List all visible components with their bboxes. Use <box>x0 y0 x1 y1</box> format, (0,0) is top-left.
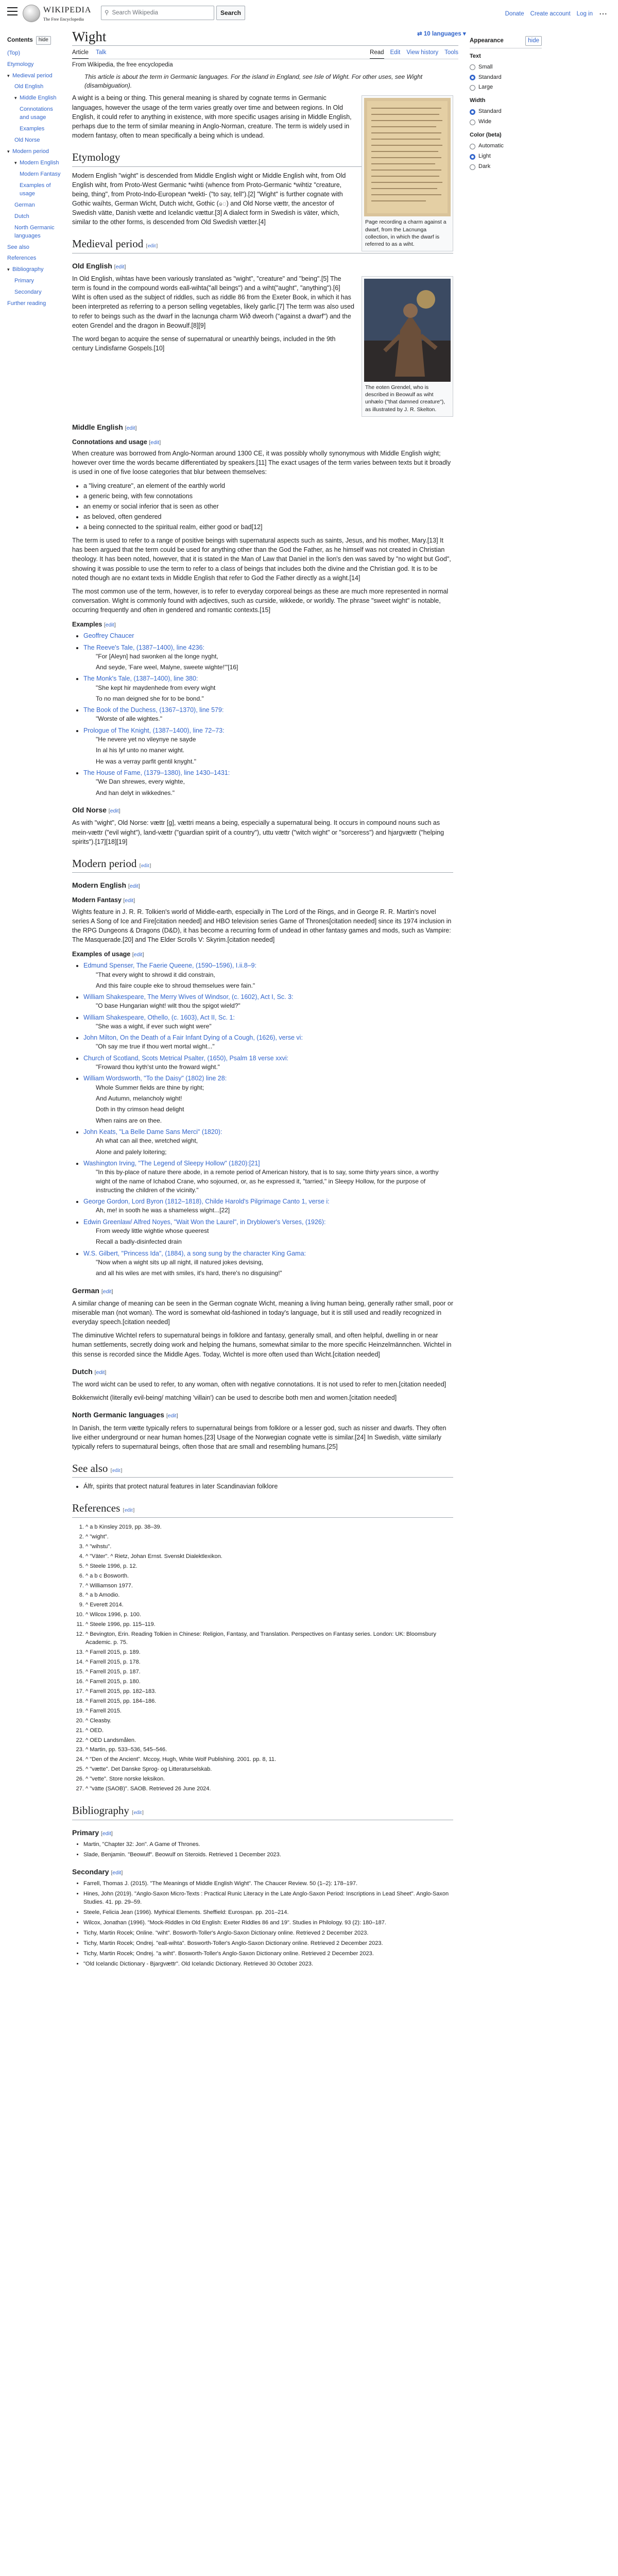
example-quote-line: "For [Aleyn] had swonken al the longe nyght, <box>96 652 218 660</box>
section-german: German [edit] <box>72 1286 113 1295</box>
color-option-label: Automatic <box>478 143 504 149</box>
appearance-hide-button[interactable]: hide <box>525 36 542 46</box>
reference-item: 7. ^ Williamson 1977. <box>85 1582 453 1590</box>
radio-button[interactable] <box>470 154 475 160</box>
lacnunga-manuscript-image[interactable] <box>364 98 451 216</box>
chaucer-example <box>83 631 453 640</box>
example-quote-line: And seyde, 'Fare weel, Malyne, sweete wighte!'"[16] <box>96 664 238 671</box>
search-icon: ⚲ <box>105 9 109 16</box>
width-option-label: Standard <box>478 108 502 115</box>
tagline: From Wikipedia, the free encyclopedia <box>72 62 173 68</box>
example-quote-line: "Froward thou kyth'st unto the froward wight." <box>96 1063 220 1071</box>
section-primary: Primary [edit] <box>72 1828 113 1837</box>
search-input[interactable] <box>101 6 214 20</box>
edit-link[interactable]: edit <box>150 439 160 446</box>
radio-button[interactable] <box>470 144 475 149</box>
toc-item-label: German <box>14 201 35 208</box>
example-quote-line: From weedy little wightie whose queerest <box>96 1227 209 1234</box>
reference-item: 15. ^ Farrell 2015, p. 187. <box>85 1668 453 1676</box>
example-quote-line: He was a verray parfit gentil knyght." <box>96 757 197 765</box>
tab-tools[interactable]: Tools <box>444 49 458 56</box>
login-link[interactable]: Log in <box>576 11 593 18</box>
secondary-source-item: • Wilcox, Jonathan (1996). "Mock-Riddles in Old English: Exeter Riddles 86 and 19". Studies in Philology. 93 (2): 180–187. <box>83 1919 453 1927</box>
references-list <box>72 1523 453 1793</box>
tab-view-history[interactable]: View history <box>406 49 439 56</box>
modern-heading: Modern period <box>72 857 137 870</box>
wikipedia-logo[interactable] <box>23 4 91 23</box>
toc-item[interactable] <box>7 223 64 242</box>
usage-example <box>83 1249 453 1278</box>
radio-button[interactable] <box>470 64 475 70</box>
tab-talk[interactable]: Talk <box>95 49 107 56</box>
usage-example <box>83 1217 453 1247</box>
toc-item[interactable] <box>7 146 64 158</box>
section-dutch: Dutch [edit] <box>72 1367 107 1376</box>
old-english-paragraph-2: The word began to acquire the sense of supernatural or unearthly beings, included in the 9th century Lindisfarne Gospels.[10] <box>72 335 336 352</box>
example-source[interactable]: • The House of Fame, (1379–1380), line 1430–1431: <box>83 769 230 777</box>
dutch-paragraph-1: The word wicht can be used to refer, to any woman, often with negative connotations. It is not used to refer to men.[citation needed] <box>72 1380 447 1388</box>
text-size-option[interactable] <box>470 62 542 73</box>
color-option[interactable] <box>470 141 542 151</box>
edit-link[interactable]: edit <box>126 425 135 431</box>
chaucer-example <box>83 705 453 724</box>
modern-fantasy-paragraph: Wights feature in J. R. R. Tolkien's world of Middle-earth, especially in The Lord of the Rings, and in George R. R. Martin's novel series A Song of Ice and Fire[citation needed] and HBO television series Game of Thrones[citation needed] since its 1974 inclusion in the RPG Dungeons & Dragons (D&D), it has become a recurring form of undead in other fantasy games and mods, such as Vampire: The Masquerade.[20] and The Elder Scrolls V: Skyrim.[citation needed] <box>72 908 452 944</box>
usage-example <box>83 1013 453 1031</box>
globe-icon <box>23 5 40 22</box>
chevron-down-icon[interactable]: ▾ <box>14 160 17 166</box>
toc-item-label: Secondary <box>14 289 42 296</box>
german-paragraph-2: The diminutive Wichtel refers to supernatural beings in folklore and fantasy, generally small, and often helpful, dwelling in or near human settlements, secretly doing work and helping the humans, somewhat similar to the more specific Heinzelmännchen. Wichtel in this sense is recorded since the Middle Ages. Today, Wichtel is more often used than Wicht.[citation needed] <box>72 1332 452 1358</box>
secondary-source-item: • Steele, Felicia Jean (1996). Mythical Elements. Sheffield: Eurospan. pp. 201–214. <box>83 1909 453 1917</box>
section-examples: Examples [edit] <box>72 621 116 629</box>
edit-link[interactable]: edit <box>133 1810 142 1816</box>
toc-item[interactable] <box>7 81 64 93</box>
text-size-option-label: Small <box>478 63 493 70</box>
middle-english-heading: Middle English <box>72 422 123 431</box>
toc-item-label: Connotations and usage <box>20 106 53 121</box>
reference-item: 19. ^ Farrell 2015. <box>85 1707 453 1716</box>
hamburger-icon[interactable] <box>7 7 18 15</box>
article-body <box>72 61 453 1972</box>
connotation-item: • a being connected to the spiritual realm, either good or bad[12] <box>83 522 453 532</box>
secondary-sources-list <box>72 1880 453 1968</box>
appearance-panel <box>470 36 542 172</box>
example-quote-line: Ah what can ail thee, wretched wight, <box>96 1137 198 1145</box>
edit-link[interactable]: edit <box>115 263 125 270</box>
site-header <box>0 0 618 26</box>
toc-item-label: Examples <box>20 126 45 132</box>
example-quote-line: And han delyt in wikkednes." <box>96 789 175 796</box>
reference-item: 21. ^ OED. <box>85 1727 453 1735</box>
tab-article[interactable]: Article <box>72 48 89 59</box>
reference-item: 8. ^ a b Amodio. <box>85 1591 453 1600</box>
toc-item-label: (Top) <box>7 49 21 56</box>
color-option[interactable] <box>470 151 542 162</box>
grendel-caption: The eoten Grendel, who is described in Beowulf as wiht unhælo ("that damned creature"), as illustrated by J. R. Skelton. <box>365 384 445 413</box>
see-also-list <box>72 1482 453 1491</box>
toc-item-label: Dutch <box>14 213 29 219</box>
reference-item: 9. ^ Everett 2014. <box>85 1601 453 1609</box>
etymology-paragraph: Modern English "wight" is descended from Middle English wight or Middle English wiht, from Old English wiht, from Proto-West Germanic *wihti (whence from Proto-Germanic *wihtiz "creature, being, thing", from Proto-Indo-European *wekti- ("to say, tell").[2] "Wight" is further cognate with Gothic waíhts, German Wicht, Dutch wicht, Gothic (ေ) and Old Norse vættr, the ancestor of Swedish vätte, Danish vætte and Icelandic vættur.[3] A dialect form in Swedish is väter, which, similar to the other forms, is descended from Old Swedish vætter.[4] <box>72 172 346 226</box>
usage-example <box>83 1074 453 1125</box>
radio-button[interactable] <box>470 109 475 115</box>
reference-item: 24. ^ "Den of the Ancient". Mccoy, Hugh, White Wolf Publishing. 2001. pp. 8, 11. <box>85 1756 453 1764</box>
old-norse-heading: Old Norse <box>72 806 107 815</box>
example-source[interactable]: • John Milton, On the Death of a Fair Infant Dying of a Cough, (1626), verse vi: <box>83 1034 303 1042</box>
secondary-source-item: • "Old Icelandic Dictionary - Bjargvættr". Old Icelandic Dictionary. Retrieved 30 October 2023. <box>83 1960 453 1969</box>
toc-item-label: Old English <box>14 83 44 90</box>
primary-source-item: • Slade, Benjamin. "Beowulf". Beowulf on Steroids. Retrieved 1 December 2023. <box>83 1851 453 1859</box>
german-paragraph-1: A similar change of meaning can be seen in the German cognate Wicht, meaning a living human being, generally rather small, poor or miserable man (not woman). The word is somewhat old-fashioned in today's language, but it is still used and readily recognized in everyday speech.[citation needed] <box>72 1299 453 1326</box>
connotations-list <box>72 481 453 532</box>
toc-item-label: Further reading <box>7 300 46 307</box>
page-title: Wight <box>72 29 107 44</box>
section-connotations: Connotations and usage [edit] <box>72 438 161 446</box>
chaucer-example <box>83 768 453 798</box>
chevron-down-icon: ▾ <box>462 31 466 37</box>
toc-item[interactable] <box>7 48 64 59</box>
usage-examples-list <box>72 961 453 1278</box>
primary-heading: Primary <box>72 1828 99 1837</box>
toc-item[interactable] <box>7 287 64 298</box>
toc-item[interactable] <box>7 253 64 264</box>
connotation-item: • a "living creature", an element of the earthly world <box>83 481 453 490</box>
toc-item[interactable] <box>7 264 64 276</box>
lacnunga-caption: Page recording a charm against a dwarf, from the Lacnunga collection, in which the dwarf is referred to as a wiht. <box>365 219 447 247</box>
example-quote-line: "In this by-place of nature there abode, in a remote period of American history, that is to say, some thirty years since, a worthy wight of the name of Ichabod Crane, who sojourned, or, as he expressed it, "tarried," in Sleepy Hollow, for the purpose of instructing the children of the vicinity." <box>96 1168 439 1194</box>
edit-link[interactable]: edit <box>102 1830 111 1837</box>
edit-link[interactable]: edit <box>110 808 119 815</box>
toc-item-label: See also <box>7 244 29 250</box>
connotations-heading: Connotations and usage <box>72 438 147 446</box>
color-label: Color (beta) <box>470 132 502 139</box>
toc-item[interactable] <box>7 135 64 146</box>
radio-button[interactable] <box>470 164 475 170</box>
edit-link[interactable]: edit <box>96 1369 105 1376</box>
modern-english-heading: Modern English <box>72 881 126 890</box>
usage-example <box>83 1033 453 1052</box>
example-source[interactable]: • William Shakespeare, Othello, (c. 1603), Act II, Sc. 1: <box>83 1013 235 1021</box>
reference-item: 22. ^ OED Landsmålen. <box>85 1737 453 1745</box>
table-of-contents <box>7 36 64 310</box>
section-modern-english: Modern English [edit] <box>72 881 140 890</box>
secondary-source-item: • Hines, John (2019). "Anglo-Saxon Micro-Texts : Practical Runic Literacy in the Late Anglo-Saxon Period: Inscriptions in Lead Sheet". Anglo-Saxon Studies. 41. pp. 29–59. <box>83 1890 453 1907</box>
examples-of-usage-heading: Examples of usage <box>72 951 131 958</box>
section-modern-fantasy: Modern Fantasy [edit] <box>72 896 135 904</box>
example-quote-line: And this faire couple eke to shroud themselues were fain." <box>96 981 255 989</box>
logo-title: WIKIPEDIA <box>43 6 92 14</box>
etymology-heading: Etymology <box>72 151 121 164</box>
toc-item[interactable] <box>7 242 64 253</box>
reference-item: 20. ^ Cleasby. <box>85 1717 453 1725</box>
color-option-label: Dark <box>478 163 491 170</box>
text-size-option[interactable] <box>470 73 542 83</box>
example-source[interactable]: • Geoffrey Chaucer <box>83 632 134 640</box>
section-bibliography: Bibliography [edit] <box>72 1803 453 1820</box>
more-options-icon[interactable]: ⋯ <box>599 10 608 19</box>
toc-item[interactable] <box>7 93 64 104</box>
reference-item: 17. ^ Farrell 2015, pp. 182–183. <box>85 1688 453 1696</box>
text-size-option-label: Standard <box>478 74 502 80</box>
reference-item: 25. ^ "vætte". Det Danske Sprog- og Litteraturselskab. <box>85 1766 453 1774</box>
toc-item-label: Modern Fantasy <box>20 171 61 177</box>
toc-item[interactable] <box>7 298 64 310</box>
toc-item[interactable] <box>7 59 64 71</box>
toc-item-label: North Germanic languages <box>14 224 55 239</box>
example-quote-line: "O base Hungarian wight! wilt thou the spigot wield?" <box>96 1002 241 1010</box>
text-size-option[interactable] <box>470 82 542 93</box>
reference-item: 11. ^ Steele 1996, pp. 115–119. <box>85 1621 453 1629</box>
chevron-down-icon[interactable]: ▾ <box>7 149 10 155</box>
dutch-paragraph-2: Bokkenwicht (literally evil-being/ matching 'villain') can be used to describe both men and women.[citation needed] <box>72 1394 397 1402</box>
reference-item: 12. ^ Bevington, Erin. Reading Tolkien in Chinese: Religion, Fantasy, and Translation. Perspectives on Fantasy series. London: UK: Bloomsbury Academic. p. 75. <box>85 1631 453 1647</box>
chevron-down-icon[interactable]: ▾ <box>7 267 10 273</box>
hatnote: This article is about the term in Germanic languages. For the island in England, see Isle of Wight. For other uses, see Wight (disambiguation). <box>84 73 423 90</box>
old-english-heading: Old English <box>72 261 112 270</box>
lead-paragraph: A wight is a being or thing. This general meaning is shared by cognate terms in Germanic languages, however the usage of the term varies greatly over time and between regions. In Old English, it could refer to anything in existence, with more specific usages arising in Middle English, perhaps due to the term of similar meaning in Anglo-Norman, creature. The term is widely used in modern fantasy, often to mean specifically a being which is undead. <box>72 94 352 139</box>
section-see-also: See also [edit] <box>72 1461 453 1478</box>
german-heading: German <box>72 1286 99 1295</box>
connotation-item: • as beloved, often gendered <box>83 512 453 521</box>
section-medieval: Medieval period [edit] <box>72 236 453 253</box>
edit-link[interactable]: edit <box>125 1507 133 1514</box>
text-size-label: Text <box>470 53 481 59</box>
example-quote-line: "We Dan shrewes, every wighte, <box>96 778 185 786</box>
section-old-english: Old English [edit] <box>72 261 126 270</box>
example-source[interactable]: • The Monk's Tale, (1387–1400), line 380: <box>83 675 198 683</box>
secondary-source-item: • Tichy, Martin Rocek; Ondrej. "a wiht". Bosworth-Toller's Anglo-Saxon Dictionary online. Retrieved 2 December 2023. <box>83 1950 453 1958</box>
grendel-image-box <box>362 276 453 417</box>
example-source[interactable]: • The Reeve's Tale, (1387–1400), line 4236: <box>83 643 204 651</box>
old-norse-paragraph: As with "wight", Old Norse: vættr [g], vættri means a being, especially a supernatural being. It occurs in compound nouns such as mein-vættr ("evil wight"), land-vættr ("guardian spirit of a country"), uttu vættr ("witch wight" or "sorceress") and hjargvættr ("helping spirits").[17][18][19] <box>72 819 444 845</box>
reference-item: 4. ^ "Väter". ^ Rietz, Johan Ernst. Svenskt Dialektlexikon. <box>85 1553 453 1561</box>
toc-item[interactable] <box>7 276 64 287</box>
example-quote-line: "Oh say me true if thou wert mortal wight..." <box>96 1043 215 1050</box>
reference-item: 16. ^ Farrell 2015, p. 180. <box>85 1678 453 1686</box>
page-tabs <box>72 47 458 59</box>
donate-link[interactable]: Donate <box>505 11 524 18</box>
section-north-germanic: North Germanic languages [edit] <box>72 1411 178 1419</box>
width-option[interactable] <box>470 107 542 117</box>
chevron-down-icon[interactable]: ▾ <box>14 95 17 101</box>
personal-tools <box>505 8 608 20</box>
reference-item: 13. ^ Farrell 2015, p. 189. <box>85 1649 453 1657</box>
grendel-illustration-image[interactable] <box>364 279 451 382</box>
section-middle-english: Middle English [edit] <box>72 422 137 431</box>
toc-item-label: Etymology <box>7 61 34 67</box>
lacnunga-image-box <box>362 95 453 251</box>
search-button[interactable]: Search <box>216 6 245 20</box>
secondary-heading: Secondary <box>72 1867 109 1876</box>
modern-fantasy-heading: Modern Fantasy <box>72 896 122 904</box>
reference-item: 14. ^ Farrell 2015, p. 178. <box>85 1658 453 1667</box>
example-quote-line: "She was a wight, if ever such wight were" <box>96 1022 212 1030</box>
radio-button[interactable] <box>470 75 475 80</box>
connotation-item: • an enemy or social inferior that is seen as other <box>83 502 453 511</box>
edit-link[interactable]: edit <box>133 952 143 958</box>
translate-icon: ⇄ <box>417 31 422 37</box>
language-count: 10 languages <box>423 31 461 37</box>
usage-example <box>83 961 453 990</box>
example-source[interactable]: • Prologue of The Knight, (1387–1400), line 72–73: <box>83 726 225 734</box>
toc-item[interactable] <box>7 158 64 169</box>
reference-item: 6. ^ a b c Bosworth. <box>85 1572 453 1581</box>
toc-item-label: Medieval period <box>12 72 53 79</box>
reference-item: 10. ^ Wilcox 1996, p. 100. <box>85 1611 453 1619</box>
example-source[interactable]: • Church of Scotland, Scots Metrical Psalter, (1650), Psalm 18 verse xxvi: <box>83 1054 289 1062</box>
bibliography-heading: Bibliography <box>72 1804 129 1817</box>
see-also-item: • Álfr, spirits that protect natural features in later Scandinavian folklore <box>83 1482 453 1491</box>
usage-example <box>83 1159 453 1195</box>
logo-subtitle: The Free Encyclopedia <box>43 16 84 22</box>
reference-item: 26. ^ "vette". Store norske leksikon. <box>85 1775 453 1784</box>
section-old-norse: Old Norse [edit] <box>72 806 121 815</box>
edit-link[interactable]: edit <box>147 243 156 249</box>
example-quote-line: Recall a badly-disinfected drain <box>96 1238 182 1246</box>
north-germanic-paragraph: In Danish, the term vætte typically refers to supernatural beings from folklore or a lesser god, such as nisser and dwarfs. They often live either underground or near human homes.[23] Usage of the Norwegian cognate vette is similar.[24] In Swedish, vätte similarly typically refers to supernatural beings, often those that are small and resembling humans.[25] <box>72 1424 447 1450</box>
tab-edit[interactable]: Edit <box>390 49 401 56</box>
example-quote-line: Whole Summer fields are thine by right; <box>96 1083 204 1091</box>
references-heading: References <box>72 1502 121 1515</box>
reference-item: 18. ^ Farrell 2015, pp. 184–186. <box>85 1698 453 1706</box>
section-references: References [edit] <box>72 1500 453 1517</box>
language-button[interactable] <box>417 30 466 39</box>
toc-item[interactable] <box>7 200 64 211</box>
example-source[interactable]: • W.S. Gilbert, "Princess Ida", (1884), a song sung by the character King Gama: <box>83 1249 306 1257</box>
toc-item-label: Primary <box>14 278 34 284</box>
width-option[interactable] <box>470 117 542 127</box>
usage-example <box>83 992 453 1011</box>
toc-item[interactable] <box>7 169 64 180</box>
example-quote-line: To no man deigned she for to be bond." <box>96 694 204 702</box>
example-quote-line: And Autumn, melancholy wight! <box>96 1094 182 1102</box>
reference-item: 2. ^ "wight". <box>85 1533 453 1541</box>
example-source[interactable]: • Edwin Greenlaw/ Alfred Noyes, "Wait Won the Laurel", in Dryblower's Verses, (1926): <box>83 1218 326 1226</box>
secondary-source-item: • Tichy, Martin Rocek; Ondrej. "eall-wihta". Bosworth-Toller's Anglo-Saxon Dictionary online. Retrieved 2 December 2023. <box>83 1940 453 1948</box>
edit-link[interactable]: edit <box>129 883 139 890</box>
toc-item-label: Modern period <box>12 148 49 155</box>
radio-button[interactable] <box>470 85 475 91</box>
chaucer-example <box>83 726 453 766</box>
north-germanic-heading: North Germanic languages <box>72 1411 164 1419</box>
reference-item: 1. ^ a b Kinsley 2019, pp. 38–39. <box>85 1523 453 1532</box>
medieval-heading: Medieval period <box>72 238 144 250</box>
primary-source-item: • Martin, "Chapter 32: Jon". A Game of Thrones. <box>83 1841 453 1849</box>
example-source[interactable]: • John Keats, "La Belle Dame Sans Merci" (1820): <box>83 1128 222 1136</box>
toc-item[interactable] <box>7 180 64 200</box>
old-english-paragraph-1: In Old English, wihtas have been variously translated as "wight", "creature" and "being".[5] The term is found in the compound words eall-wihta("all beings") and a wiht("aught", "anything").[6] Wiht is often used as the subject of riddles, such as riddle 86 from the Exeter Book, in which it has been interpreted as referring to a person selling vegetables, likely garlic.[7] The term was also used to refer to beings such as the dwarf in the lacnunga charm Wið dweorh ("against a dwarf") and the eoten Grendel and the dragon in Beowulf.[8][9] <box>72 275 354 329</box>
section-secondary: Secondary [edit] <box>72 1867 123 1876</box>
example-source[interactable]: • George Gordon, Lord Byron (1812–1818), Childe Harold's Pilgrimage Canto 1, verse i: <box>83 1198 330 1206</box>
title-divider <box>72 45 458 46</box>
edit-link[interactable]: edit <box>125 897 134 904</box>
example-quote-line: Doth in thy crimson head delight <box>96 1106 184 1113</box>
usage-example <box>83 1054 453 1072</box>
edit-link[interactable]: edit <box>105 622 114 629</box>
text-size-option-label: Large <box>478 84 493 91</box>
toc-item-label: Middle English <box>20 95 57 101</box>
toc-item-label: Examples of usage <box>20 182 51 197</box>
connotations-paragraph-2: The term is used to refer to a range of positive beings with supernatural aspects such as saints, Jesus, and his mother, Mary.[13] It has been argued that the term could be used for anything other than the God the Father, as he himself was not created in Christian theology. It has been noted, however, that it is stated in the Man of Law that Daniel in the lion's den was saved by "no wight but God", showing it was possible to use the term to refer to a class of beings that includes both the divine and the Christian god. It is to be noted though are no extant texts in Middle English that refer to God the Father directly as a wight.[14] <box>72 537 451 582</box>
example-quote-line: "That every wight to shrowd it did constrain, <box>96 971 215 978</box>
color-option[interactable] <box>470 162 542 172</box>
usage-example <box>83 1197 453 1215</box>
see-also-heading: See also <box>72 1462 108 1475</box>
examples-heading: Examples <box>72 621 102 629</box>
toc-item-label: Modern English <box>20 160 59 166</box>
width-option-label: Wide <box>478 118 492 125</box>
example-source[interactable]: • William Wordsworth, "To the Daisy" (1802) line 28: <box>83 1075 227 1082</box>
toc-item-label: Old Norse <box>14 137 40 144</box>
reference-item: 27. ^ "vätte (SAOB)". SAOB. Retrieved 26 June 2024. <box>85 1785 453 1793</box>
example-quote-line: and all his wiles are met with smiles, it's hard, there's no disguising!" <box>96 1269 282 1277</box>
example-source[interactable]: • Washington Irving, "The Legend of Sleepy Hollow" (1820):[21] <box>83 1159 260 1167</box>
search-placeholder: Search Wikipedia <box>112 9 158 16</box>
connotations-paragraph-3: The most common use of the term, however, is to refer to everyday corporeal beings as these are much more represented in normal conversation. Wight is commonly found with adjectives, such as curside, wikkede, or worldly. The phrase "sweet wight" is notable, occurring frequently and often in gendered and romantic contexts.[15] <box>72 587 449 614</box>
example-quote-line: Alone and palely loitering; <box>96 1148 167 1156</box>
example-source[interactable]: • William Shakespeare, The Merry Wives of Windsor, (c. 1602), Act I, Sc. 3: <box>83 993 294 1001</box>
reference-item: 23. ^ Martin, pp. 533–536, 545–546. <box>85 1746 453 1754</box>
example-source[interactable]: • Edmund Spenser, The Faerie Queene, (1590–1596), I.ii.8–9: <box>83 962 257 970</box>
connotations-paragraph-1: When creature was borrowed from Anglo-Norman around 1300 CE, it was possibly wholly synonymous with Middle English wight; however over time the words became differentiated by speakers.[11] The exact usages of the term varies between texts but it broadly is used in one of five loose categories that blur between themselves: <box>72 450 451 476</box>
edit-link[interactable]: edit <box>102 1288 112 1295</box>
color-option-label: Light <box>478 153 491 160</box>
edit-link[interactable]: edit <box>112 1869 122 1876</box>
reference-item: 3. ^ "wihstu". <box>85 1543 453 1551</box>
toc-item[interactable] <box>7 211 64 223</box>
example-quote-line: Ah, me! in sooth he was a shameless wight...[22] <box>96 1207 230 1214</box>
section-modern: Modern period [edit] <box>72 856 453 873</box>
toc-title: Contents <box>7 37 33 43</box>
example-quote-line: When rains are on thee. <box>96 1116 162 1124</box>
example-source[interactable]: • The Book of the Duchess, (1367–1370), line 579: <box>83 706 224 714</box>
radio-button[interactable] <box>470 120 475 125</box>
example-quote-line: "Now when a wight sits up all night, ill natured jokes devising, <box>96 1258 264 1266</box>
tab-read[interactable]: Read <box>370 48 384 59</box>
connotation-item: • a generic being, with few connotations <box>83 492 453 501</box>
toc-item[interactable] <box>7 124 64 135</box>
appearance-title: Appearance <box>470 38 504 44</box>
toc-item[interactable] <box>7 104 64 124</box>
width-label: Width <box>470 97 486 104</box>
example-quote-line: In al his lyf unto no maner wight. <box>96 747 185 754</box>
toc-item[interactable] <box>7 71 64 82</box>
edit-link[interactable]: edit <box>141 862 149 869</box>
chevron-down-icon[interactable]: ▾ <box>7 73 10 78</box>
reference-item: 5. ^ Steele 1996, p. 12. <box>85 1563 453 1571</box>
chaucer-example <box>83 643 453 672</box>
secondary-source-item: • Farrell, Thomas J. (2015). "The Meanings of Middle English Wight". The Chaucer Review. 50 (1–2): 178–197. <box>83 1880 453 1888</box>
dutch-heading: Dutch <box>72 1367 93 1376</box>
edit-link[interactable]: edit <box>112 1467 121 1473</box>
section-examples-of-usage: Examples of usage [edit] <box>72 951 144 958</box>
secondary-source-item: • Tichy, Martin Rocek; Online. "wiht". Bosworth-Toller's Anglo-Saxon Dictionary online. Retrieved 2 December 2023. <box>83 1929 453 1938</box>
primary-sources-list <box>72 1841 453 1859</box>
toc-item-label: Bibliography <box>12 266 44 273</box>
example-quote-line: "He nevere yet no vileynye ne sayde <box>96 736 196 743</box>
usage-example <box>83 1127 453 1157</box>
toc-hide-button[interactable]: hide <box>36 36 51 45</box>
chaucer-examples-list <box>72 631 453 798</box>
create-account-link[interactable]: Create account <box>530 11 571 18</box>
example-quote-line: "She kept hir maydenhede from every wight <box>96 684 216 691</box>
edit-link[interactable]: edit <box>167 1413 177 1419</box>
example-quote-line: "Worste of alle wightes." <box>96 715 163 723</box>
chaucer-example <box>83 674 453 703</box>
toc-item-label: References <box>7 255 37 262</box>
